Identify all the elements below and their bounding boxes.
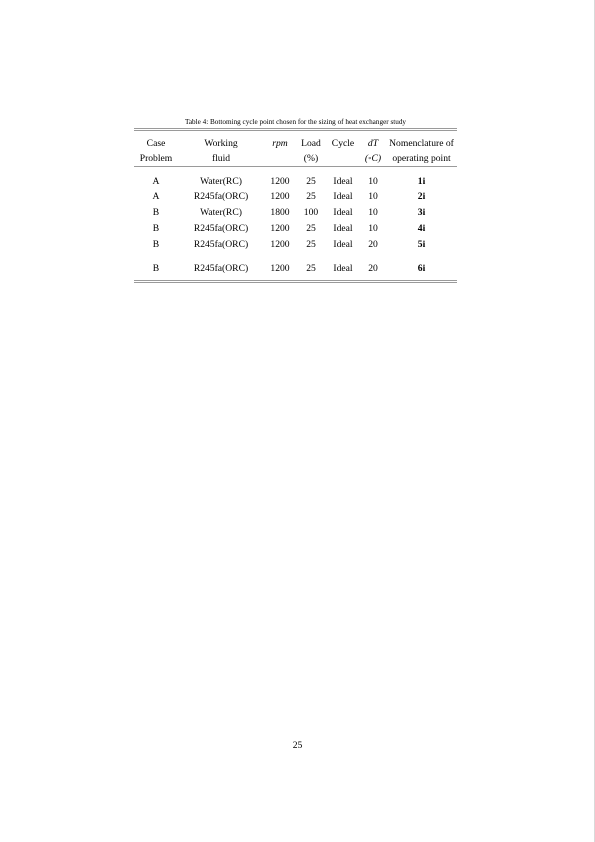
table-row (134, 253, 457, 276)
cell-fluid: Water(RC) (200, 206, 242, 218)
header-row-1 (134, 131, 457, 150)
header-cycle-unit (326, 150, 360, 166)
header-load-unit: (%) (303, 152, 319, 164)
header-nomenclature: Nomenclature of (389, 138, 454, 149)
table-row (134, 237, 457, 253)
cell-dt: 10 (368, 222, 378, 234)
header-dt: dT (367, 138, 379, 149)
table-row (134, 167, 457, 188)
cell-cycle: Ideal (333, 239, 353, 251)
cell-fluid: R245fa(ORC) (193, 262, 249, 274)
table-block (134, 118, 457, 283)
cell-load: 25 (306, 239, 316, 251)
cell-fluid: R245fa(ORC) (193, 222, 249, 234)
header-working: Working (204, 138, 238, 149)
cell-cycle: Ideal (333, 176, 353, 187)
header-case: Case (146, 138, 166, 149)
page-number: 25 (292, 740, 303, 751)
header-rpm-unit (264, 150, 296, 166)
cell-nomenclature: 3i (417, 206, 426, 218)
cell-fluid: R245fa(ORC) (193, 190, 249, 202)
cell-load: 25 (306, 190, 316, 202)
cell-nomenclature: 2i (417, 190, 426, 202)
cell-load: 25 (306, 222, 316, 234)
cell-rpm: 1200 (270, 222, 290, 234)
table-row (134, 188, 457, 204)
cell-rpm: 1200 (270, 190, 290, 202)
table-bottom-rule (134, 280, 457, 283)
cell-case: A (152, 176, 160, 187)
header-rpm: rpm (272, 138, 288, 149)
cell-cycle: Ideal (333, 262, 353, 274)
header-row-2 (134, 150, 457, 166)
cell-nomenclature: 6i (417, 262, 426, 274)
cell-rpm: 1800 (270, 206, 290, 218)
cell-dt: 10 (368, 190, 378, 202)
cell-load: 100 (303, 206, 319, 218)
cell-dt: 10 (368, 206, 378, 218)
operating-point-table (134, 131, 457, 276)
header-problem: Problem (139, 152, 173, 164)
cell-nomenclature: 1i (417, 176, 426, 187)
cell-cycle: Ideal (333, 190, 353, 202)
header-load: Load (301, 138, 321, 149)
cell-load: 25 (306, 262, 316, 274)
cell-rpm: 1200 (270, 176, 290, 187)
cell-rpm: 1200 (270, 239, 290, 251)
cell-dt: 20 (368, 262, 378, 274)
cell-case: B (152, 262, 160, 274)
cell-case: B (152, 206, 160, 218)
table-row (134, 220, 457, 236)
cell-nomenclature: 4i (417, 222, 426, 234)
cell-nomenclature: 5i (417, 239, 426, 251)
header-fluid: fluid (211, 152, 231, 164)
cell-cycle: Ideal (333, 222, 353, 234)
cell-load: 25 (306, 176, 316, 187)
cell-dt: 10 (368, 176, 378, 187)
header-cycle: Cycle (331, 138, 355, 149)
header-dt-unit: (◦C) (364, 152, 382, 164)
cell-fluid: Water(RC) (200, 176, 242, 187)
cell-dt: 20 (368, 239, 378, 251)
cell-case: A (152, 190, 160, 202)
cell-case: B (152, 222, 160, 234)
cell-rpm: 1200 (270, 262, 290, 274)
table-row (134, 204, 457, 220)
header-operating-point: operating point (392, 152, 451, 164)
cell-cycle: Ideal (333, 206, 353, 218)
table-caption: Table 4: Bottoming cycle point chosen for the sizing of heat exchanger study (184, 118, 407, 126)
cell-fluid: R245fa(ORC) (193, 239, 249, 251)
cell-case: B (152, 239, 160, 251)
